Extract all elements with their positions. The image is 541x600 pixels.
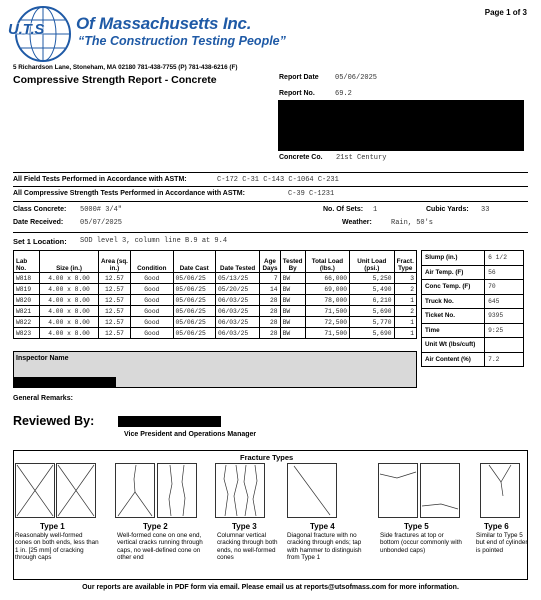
cell: 12.57 [98,317,130,328]
logo-acronym: U.T.S [8,21,45,38]
cell: 4.00 x 8.00 [40,328,99,339]
cell: 05/06/25 [173,317,215,328]
cell: 4.00 x 8.00 [40,317,99,328]
cell: Good [131,328,173,339]
col-total-load: Total Load (lbs.) [305,251,349,273]
astm-field: C-172 C-31 C-143 C-1064 C-231 [217,176,339,184]
general-remarks-label: General Remarks: [13,395,73,402]
side-row [422,251,524,266]
cell: 71,500 [305,328,349,339]
cell: 05/06/25 [173,328,215,339]
cell: 2 [394,284,416,295]
table-row [14,306,417,317]
cell: BW [280,328,305,339]
astm-comp-label: All Compressive Strength Tests Performed in Accordance with ASTM: [13,190,245,197]
concrete-co: 21st Century [336,154,387,162]
fracture-type-5-icon [378,463,418,518]
fracture-type-4-icon [287,463,337,518]
side-row [422,338,524,353]
cell: 78,000 [305,295,349,306]
table-row [14,317,417,328]
side-value: 70 [485,280,524,295]
sets: 1 [373,206,378,214]
cell: 4.00 x 8.00 [40,295,99,306]
table-row [14,295,417,306]
fracture-type-1-title: Type 1 [40,522,65,531]
company-address: 5 Richardson Lane, Stoneham, MA 02180 781-438-7755 (P) 781-438-6216 (F) [13,64,238,71]
cell: 5,770 [350,317,394,328]
astm-field-label: All Field Tests Performed in Accordance with ASTM: [13,176,187,183]
fracture-type-4-title: Type 4 [310,522,335,531]
side-label: Slump (in.) [422,251,485,266]
astm-comp: C-39 C-1231 [288,190,335,198]
cell: W823 [14,328,40,339]
class-concrete-label: Class Concrete: [13,206,67,213]
cubic-yards: 33 [481,206,490,214]
class-concrete: 5000# 3/4" [80,206,123,214]
side-row [422,265,524,280]
side-value: 6 1/2 [485,251,524,266]
logo-tagline: “The Construction Testing People” [78,34,286,48]
side-row [422,309,524,324]
fracture-types-heading: Fracture Types [240,453,294,462]
page-number: Page 1 of 3 [484,8,527,17]
cell: 4.00 x 8.00 [40,273,99,284]
set-location: SOD level 3, column line B.9 at 9.4 [80,237,228,245]
table-row [14,273,417,284]
cell: 05/06/25 [173,284,215,295]
fracture-type-6-title: Type 6 [484,522,509,531]
side-label: Air Temp. (F) [422,265,485,280]
fracture-type-5-desc: Side fractures at top or bottom (occur commonly with unbonded caps) [380,532,462,554]
cell: Good [131,317,173,328]
cell: 3 [394,273,416,284]
col-size: Size (in.) [40,251,99,273]
cell: 69,000 [305,284,349,295]
cell: BW [280,306,305,317]
fracture-type-3-desc: Columnar vertical cracking through both ends, no well-formed cones [217,532,278,562]
cell: 1 [394,328,416,339]
report-no: 69.2 [335,90,352,98]
side-label: Truck No. [422,294,485,309]
side-value: 9395 [485,309,524,324]
col-unit-load: Unit Load (psi.) [350,251,394,273]
fracture-type-2-icon-alt [157,463,197,518]
fracture-type-1-desc: Reasonably well-formed cones on both ends, less than 1 in. [25 mm] of cracking through caps [15,532,99,562]
side-label: Ticket No. [422,309,485,324]
side-value: 56 [485,265,524,280]
side-label: Time [422,323,485,338]
weather: Rain, 50's [391,219,434,227]
cell: BW [280,284,305,295]
cell: 14 [260,284,280,295]
logo-company: Of Massachusetts Inc. [76,14,252,33]
redacted-reviewer [118,416,221,427]
footer-note: Our reports are available in PDF form via email. Please email us at reports@utsofmass.com for more information. [82,584,459,591]
date-received-label: Date Received: [13,219,64,226]
cell: 06/03/25 [215,295,259,306]
col-fract-type: Fract. Type [394,251,416,273]
cell: 28 [260,317,280,328]
cell: 5,490 [350,284,394,295]
side-value: 9:25 [485,323,524,338]
table-header-row [14,251,417,273]
cell: 4.00 x 8.00 [40,284,99,295]
cell: 1 [394,295,416,306]
side-row [422,294,524,309]
col-tested-by: Tested By [280,251,305,273]
redacted-block [278,100,524,151]
cell: 5,690 [350,328,394,339]
cell: 05/06/25 [173,273,215,284]
side-row [422,323,524,338]
fracture-type-1-icon [15,463,55,518]
report-no-label: Report No. [279,90,315,97]
cell: 05/06/25 [173,306,215,317]
fracture-type-3-title: Type 3 [232,522,257,531]
cell: 71,500 [305,306,349,317]
set-location-label: Set 1 Location: [13,237,67,246]
fracture-type-2-icon [115,463,155,518]
field-data-table [421,250,524,367]
side-value: 645 [485,294,524,309]
cell: Good [131,295,173,306]
cell: BW [280,317,305,328]
cell: 05/13/25 [215,273,259,284]
reviewer-title: Vice President and Operations Manager [124,431,257,438]
cell: W821 [14,306,40,317]
cell: 12.57 [98,328,130,339]
cell: 72,500 [305,317,349,328]
side-value: 7.2 [485,352,524,367]
cell: 12.57 [98,306,130,317]
cubic-yards-label: Cubic Yards: [426,206,469,213]
col-date-cast: Date Cast [173,251,215,273]
cell: Good [131,284,173,295]
table-row [14,284,417,295]
cell: 7 [260,273,280,284]
cell: 1 [394,317,416,328]
col-lab-no: Lab No. [14,251,40,273]
cell: 5,250 [350,273,394,284]
fracture-type-1-icon-alt [56,463,96,518]
inspector-label: Inspector Name [16,355,69,362]
cell: 12.57 [98,273,130,284]
cell: 06/03/25 [215,328,259,339]
cell: 12.57 [98,295,130,306]
report-date: 05/06/2025 [335,74,378,82]
side-row [422,280,524,295]
reviewed-by-label: Reviewed By: [13,414,95,428]
cell: W822 [14,317,40,328]
cell: 6,210 [350,295,394,306]
cell: 66,000 [305,273,349,284]
weather-label: Weather: [342,219,372,226]
col-date-tested: Date Tested [215,251,259,273]
cell: 05/06/25 [173,295,215,306]
fracture-type-3-icon [215,463,265,518]
cell: 5,690 [350,306,394,317]
date-received: 05/07/2025 [80,219,123,227]
cell: W820 [14,295,40,306]
cell: 12.57 [98,284,130,295]
cell: 4.00 x 8.00 [40,306,99,317]
side-label: Air Content (%) [422,352,485,367]
cell: 28 [260,306,280,317]
cell: Good [131,306,173,317]
cell: Good [131,273,173,284]
cell: 2 [394,306,416,317]
fracture-type-5-title: Type 5 [404,522,429,531]
cell: 05/20/25 [215,284,259,295]
cell: BW [280,295,305,306]
report-title: Compressive Strength Report - Concrete [13,74,217,86]
fracture-type-2-desc: Well-formed cone on one end, vertical cracks running through caps, no well-defined cone on other end [117,532,203,562]
fracture-type-5-icon-alt [420,463,460,518]
side-row [422,352,524,367]
fracture-type-2-title: Type 2 [143,522,168,531]
table-row [14,328,417,339]
side-label: Conc Temp. (F) [422,280,485,295]
cell: 28 [260,295,280,306]
col-area: Area (sq. in.) [98,251,130,273]
cell: W818 [14,273,40,284]
side-label: Unit Wt (lbs/cuft) [422,338,485,353]
col-age-days: Age Days [260,251,280,273]
fracture-type-6-icon [480,463,520,518]
redacted-inspector [14,377,116,387]
fracture-type-6-desc: Similar to Type 5 but end of cylinder is pointed [476,532,528,554]
cell: BW [280,273,305,284]
cell: W819 [14,284,40,295]
report-date-label: Report Date [279,74,319,81]
side-value [485,338,524,353]
col-condition: Condition [131,251,173,273]
sets-label: No. Of Sets: [323,206,364,213]
fracture-type-4-desc: Diagonal fracture with no cracking through ends; tap with hammer to distinguish from Type 1 [287,532,362,562]
test-results-table [13,250,417,339]
concrete-co-label: Concrete Co. [279,154,323,161]
cell: 28 [260,328,280,339]
cell: 06/03/25 [215,306,259,317]
cell: 06/03/25 [215,317,259,328]
